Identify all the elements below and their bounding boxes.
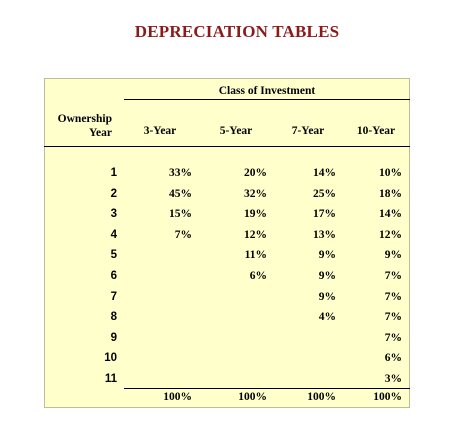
depreciation-cell: 25%	[313, 188, 336, 200]
depreciation-cell: 15%	[169, 208, 192, 220]
depreciation-cell: 10%	[379, 167, 402, 179]
depreciation-cell: 19%	[244, 208, 267, 220]
depreciation-cell: 6%	[384, 352, 402, 364]
total-cell: 100%	[163, 391, 192, 403]
depreciation-cell: 3%	[384, 373, 402, 385]
depreciation-cell: 7%	[384, 291, 402, 303]
ownership-year: 11	[104, 373, 117, 385]
ownership-year: 3	[110, 208, 117, 220]
depreciation-cell: 7%	[174, 229, 192, 241]
depreciation-cell: 7%	[384, 270, 402, 282]
total-cell: 100%	[307, 391, 336, 403]
depreciation-cell: 33%	[169, 167, 192, 179]
depreciation-cell: 12%	[244, 229, 267, 241]
depreciation-cell: 6%	[249, 270, 267, 282]
ownership-year: 10	[104, 352, 117, 364]
ownership-year: 6	[110, 270, 117, 282]
depreciation-cell: 9%	[384, 249, 402, 261]
depreciation-cell: 45%	[169, 188, 192, 200]
depreciation-cell: 20%	[244, 167, 267, 179]
header-divider	[44, 146, 410, 147]
totals-divider	[124, 388, 410, 389]
column-header: 5-Year	[219, 125, 253, 137]
ownership-year: 7	[110, 291, 117, 303]
depreciation-cell: 4%	[318, 311, 336, 323]
depreciation-cell: 9%	[318, 270, 336, 282]
depreciation-cell: 7%	[384, 311, 402, 323]
depreciation-cell: 12%	[379, 229, 402, 241]
depreciation-cell: 13%	[313, 229, 336, 241]
ownership-year: 4	[110, 229, 117, 241]
depreciation-cell: 9%	[318, 249, 336, 261]
depreciation-cell: 14%	[313, 167, 336, 179]
class-of-investment-label: Class of Investment	[218, 85, 316, 97]
class-divider	[124, 99, 410, 100]
depreciation-cell: 32%	[244, 188, 267, 200]
column-header: 7-Year	[291, 125, 325, 137]
total-cell: 100%	[238, 391, 267, 403]
depreciation-cell: 14%	[379, 208, 402, 220]
ownership-header-line-1: Ownership	[57, 113, 112, 125]
ownership-year: 5	[110, 249, 117, 261]
ownership-year: 8	[110, 311, 117, 323]
column-header: 3-Year	[143, 125, 177, 137]
ownership-year: 1	[110, 167, 117, 179]
depreciation-cell: 18%	[379, 188, 402, 200]
depreciation-cell: 7%	[384, 332, 402, 344]
ownership-header-line-2: Year	[89, 127, 112, 139]
depreciation-cell: 9%	[318, 291, 336, 303]
depreciation-cell: 17%	[313, 208, 336, 220]
depreciation-cell: 11%	[244, 249, 267, 261]
column-header: 10-Year	[356, 125, 396, 137]
total-cell: 100%	[373, 391, 402, 403]
ownership-year: 2	[110, 188, 117, 200]
ownership-year: 9	[110, 332, 117, 344]
page-title: DEPRECIATION TABLES	[134, 22, 340, 41]
